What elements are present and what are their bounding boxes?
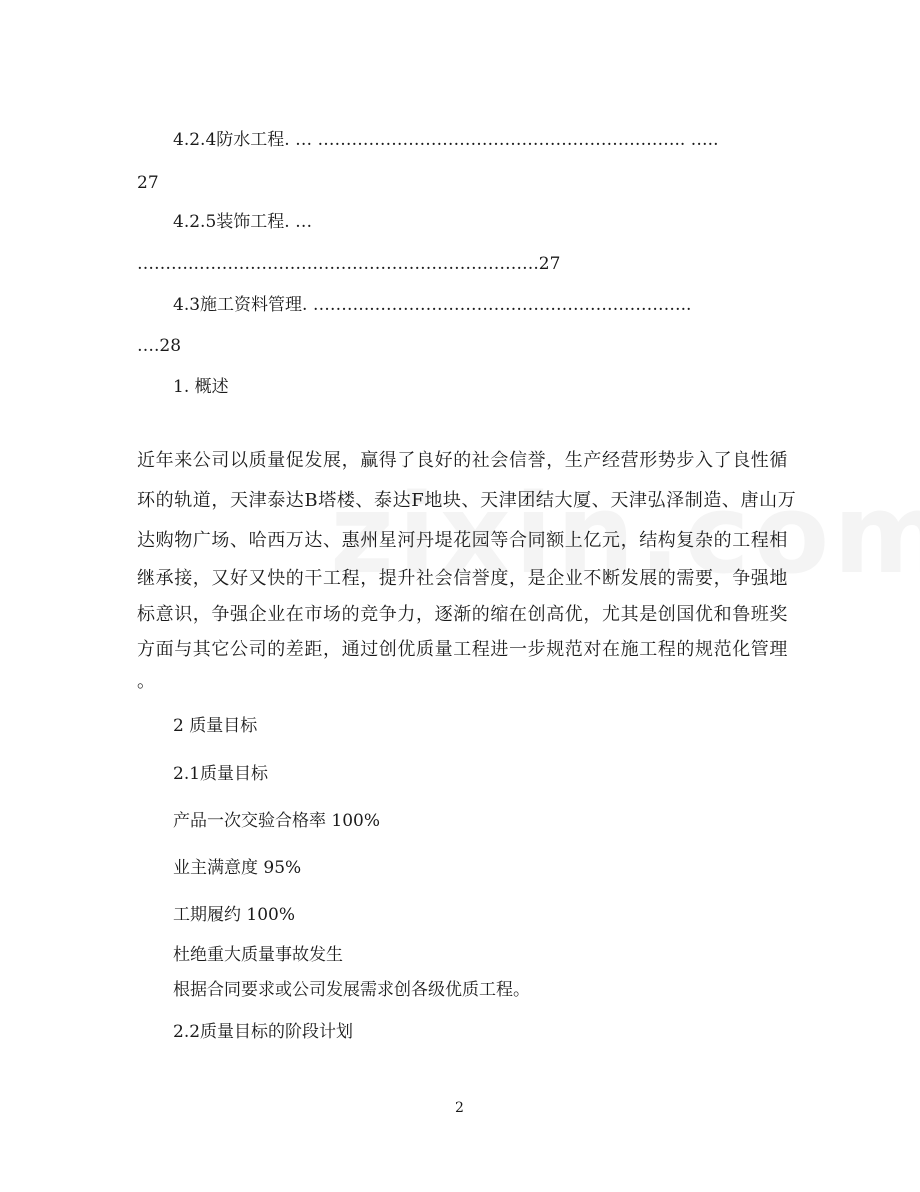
toc-entry-4-2-4: 4.2.4防水工程. … ……………………………………………………….. …..	[173, 130, 719, 150]
toc-entry-4-3: 4.3施工资料管理. ………..………………………………………………..	[173, 295, 692, 315]
paragraph-line: 继承接，又好又快的干工程，提升社会信誉度，是企业不断发展的需要，争强地	[137, 568, 788, 589]
subsection-heading-2-1: 2.1质量目标	[173, 764, 269, 784]
paragraph-line: 方面与其它公司的差距，通过创优质量工程进一步规范对在施工程的规范化管理	[137, 639, 788, 660]
paragraph-line: 。	[137, 671, 156, 692]
section-heading-overview: 1. 概述	[173, 377, 229, 397]
paragraph-line: 达购物广场、哈西万达、惠州星河丹堤花园等合同额上亿元，结构复杂的工程相	[137, 530, 788, 551]
subsection-heading-2-2: 2.2质量目标的阶段计划	[173, 1022, 354, 1042]
page-number: 2	[455, 1100, 464, 1116]
toc-entry-4-2-5: 4.2.5装饰工程. …	[173, 212, 313, 232]
paragraph-line: 近年来公司以质量促发展，赢得了良好的社会信誉，生产经营形势步入了良性循	[137, 450, 788, 471]
section-heading-quality-target: 2 质量目标	[173, 716, 258, 736]
toc-page-4-2-4: 27	[137, 173, 159, 193]
target-item: 杜绝重大质量事故发生	[173, 945, 343, 965]
target-item: 业主满意度 95%	[173, 858, 302, 878]
target-item: 根据合同要求或公司发展需求创各级优质工程。	[173, 980, 530, 1000]
toc-page-4-3: ….28	[137, 336, 182, 356]
toc-page-4-2-5: ……….…………………………………………………….27	[137, 254, 561, 274]
paragraph-line: 标意识，争强企业在市场的竞争力，逐渐的缩在创高优，尤其是创国优和鲁班奖	[137, 604, 788, 625]
target-item: 产品一次交验合格率 100%	[173, 811, 381, 831]
paragraph-line: 环的轨道，天津泰达B塔楼、泰达F地块、天津团结大厦、天津弘泽制造、唐山万	[137, 490, 797, 511]
target-item: 工期履约 100%	[173, 905, 296, 925]
